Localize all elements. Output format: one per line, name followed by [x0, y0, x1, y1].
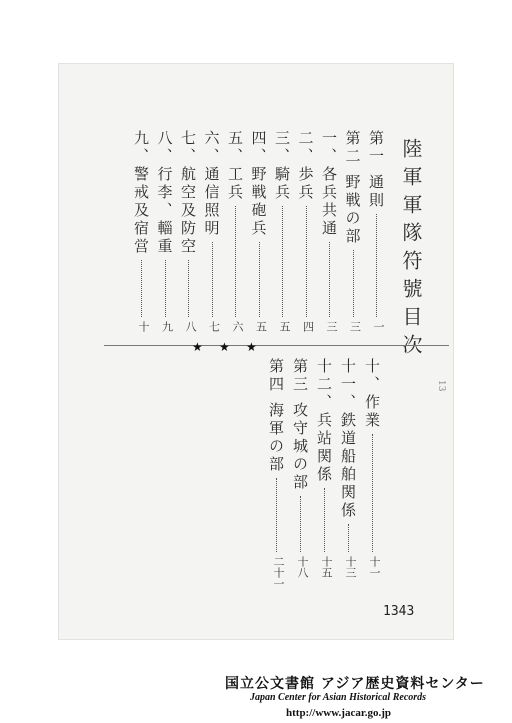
toc-leader-dots [306, 206, 307, 317]
toc-entry-label: 十二、兵站関係 [315, 358, 333, 484]
footer-org-jp: 国立公文書館 アジア歴史資料センター [225, 676, 485, 692]
toc-leader-dots [300, 496, 301, 552]
toc-entry-label: 第四 海軍の部 [267, 358, 285, 474]
toc-entry-page: 十一 [368, 556, 381, 578]
footer-url: http://www.jacar.go.jp [286, 707, 392, 719]
toc-leader-dots [259, 242, 260, 317]
toc-entry-page: 四 [301, 321, 315, 332]
toc-entry-label: 二、歩兵 [296, 130, 315, 202]
toc-leader-dots [376, 214, 377, 317]
toc-entry-page: 十八 [296, 556, 309, 578]
toc-entry-page: 五 [254, 321, 268, 332]
toc-entry-page: 五 [278, 321, 291, 332]
toc-leader-dots [372, 434, 373, 552]
toc-entry-page: 十三 [344, 556, 357, 578]
toc-leader-dots [235, 206, 236, 317]
star-icon: ★ [246, 340, 257, 354]
toc-entry-page: 二十一 [272, 556, 285, 589]
toc-entry-page: 八 [184, 321, 197, 332]
toc-entry-label: 六、通信照明 [202, 130, 221, 238]
toc-entry-label: 九、警戒及宿営 [132, 130, 150, 256]
star-icon: ★ [192, 340, 203, 354]
toc-entry-label: 三、騎兵 [273, 130, 291, 202]
toc-leader-dots [329, 242, 330, 317]
toc-entry-label: 第一 通則 [367, 130, 385, 210]
toc-leader-dots [212, 242, 213, 317]
toc-entry-page: 六 [231, 321, 244, 332]
toc-leader-dots [141, 260, 142, 317]
toc-entry-label: 五、工兵 [226, 130, 244, 202]
toc-entry-label: 七、航空及防空 [179, 130, 197, 256]
toc-entry-page: 七 [207, 321, 221, 332]
toc-leader-dots [188, 260, 189, 317]
toc-entry-label: 十、作業 [363, 358, 381, 430]
toc-entry-page: 一 [372, 321, 385, 332]
toc-entry-page: 十 [137, 321, 150, 332]
toc-leader-dots [353, 250, 354, 317]
toc-entry-label: 一、各兵共通 [320, 130, 338, 238]
archive-mark: 13 [436, 380, 446, 392]
toc-entry-page: 三 [348, 321, 362, 332]
toc-leader-dots [276, 478, 277, 552]
page-number: 1343 [383, 604, 415, 619]
toc-leader-dots [348, 524, 349, 552]
toc-leader-dots [282, 206, 283, 317]
toc-entry-page: 十五 [320, 556, 333, 578]
toc-entry-label: 第二 野戦の部 [343, 130, 362, 246]
toc-entry-page: 九 [160, 321, 174, 332]
toc-leader-dots [324, 488, 325, 552]
toc-entry-label: 十一、鉄道船舶関係 [339, 358, 357, 520]
footer-org-en: Japan Center for Asian Historical Records [250, 692, 427, 703]
toc-entry-label: 四、野戦砲兵 [249, 130, 268, 238]
star-icon: ★ [219, 340, 230, 354]
toc-entry-label: 八、行李、輜重 [155, 130, 174, 256]
section-divider [104, 345, 449, 346]
toc-entry-label: 第三 攻守城の部 [291, 358, 309, 492]
document-title: 陸軍軍隊符號目次 [399, 138, 423, 362]
toc-entry-page: 三 [325, 321, 338, 332]
toc-leader-dots [165, 260, 166, 317]
